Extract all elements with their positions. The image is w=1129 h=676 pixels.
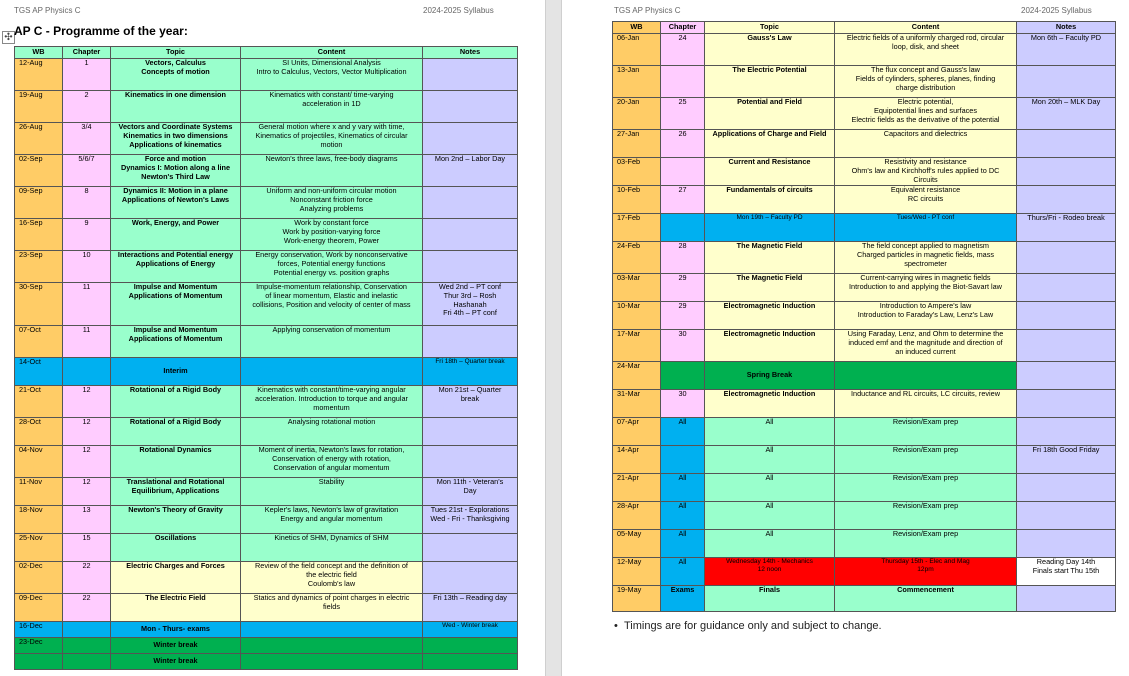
cell-week: 10-Mar (613, 302, 661, 330)
cell-content: Resistivity and resistance Ohm's law and Kirchhoff's rules applied to DC Circuits (835, 158, 1017, 186)
cell-notes: Mon 11th - Veteran's Day (423, 478, 518, 506)
cell-content: Revision/Exam prep (835, 446, 1017, 474)
cell-notes (1017, 418, 1116, 446)
cell-content: Analysing rotational motion (241, 418, 423, 446)
cell-notes (423, 326, 518, 358)
cell-notes (1017, 586, 1116, 612)
table-move-handle-icon[interactable]: ✣ (2, 31, 15, 44)
cell-week: 24-Feb (613, 242, 661, 274)
document-page-2 (562, 0, 1129, 676)
cell-topic: Electric Charges and Forces (111, 562, 241, 594)
cell-topic: All (705, 446, 835, 474)
column-header: WB (15, 47, 63, 59)
cell-notes: Thurs/Fri - Rodeo break (1017, 214, 1116, 242)
table-row (15, 622, 518, 638)
cell-content: Using Faraday, Lenz, and Ohm to determine the induced emf and the magnitude and direction of an induced current (835, 330, 1017, 362)
cell-notes (1017, 274, 1116, 302)
cell-chapter: 22 (63, 562, 111, 594)
cell-content: The flux concept and Gauss's law Fields of cylinders, spheres, planes, finding charge distribution (835, 66, 1017, 98)
cell-week: 26-Aug (15, 123, 63, 155)
table-row (613, 418, 1116, 446)
column-header: Content (241, 47, 423, 59)
table-row (15, 446, 518, 478)
cell-week: 02-Dec (15, 562, 63, 594)
cell-notes: Fri 13th – Reading day (423, 594, 518, 622)
cell-topic: Impulse and Momentum Applications of Momentum (111, 283, 241, 326)
cell-week: 17-Mar (613, 330, 661, 362)
cell-content: Electric fields of a uniformly charged rod, circular loop, disk, and sheet (835, 34, 1017, 66)
table-row (15, 326, 518, 358)
table-row (15, 418, 518, 446)
table-row (15, 638, 518, 654)
cell-chapter: 29 (661, 302, 705, 330)
page-header-left: TGS AP Physics C (614, 6, 681, 15)
cell-week: 24-Mar (613, 362, 661, 390)
cell-chapter (63, 358, 111, 386)
cell-topic: Oscillations (111, 534, 241, 562)
cell-week: 27-Jan (613, 130, 661, 158)
cell-topic: The Electric Potential (705, 66, 835, 98)
cell-content: General motion where x and y vary with time, Kinematics of projectiles, Kinematics of circular motion (241, 123, 423, 155)
cell-topic: Winter break (111, 654, 241, 670)
cell-notes (423, 562, 518, 594)
cell-chapter: 27 (661, 186, 705, 214)
cell-notes (423, 534, 518, 562)
cell-topic: Finals (705, 586, 835, 612)
table-row (15, 534, 518, 562)
cell-content (241, 638, 423, 654)
cell-chapter: 13 (63, 506, 111, 534)
cell-topic: Work, Energy, and Power (111, 219, 241, 251)
cell-content: Capacitors and dielectrics (835, 130, 1017, 158)
cell-chapter: 3/4 (63, 123, 111, 155)
page-title: AP C - Programme of the year: (14, 24, 188, 38)
cell-topic: Wednesday 14th - Mechanics 12 noon (705, 558, 835, 586)
cell-topic: The Magnetic Field (705, 242, 835, 274)
cell-chapter: All (661, 474, 705, 502)
table-row (613, 242, 1116, 274)
cell-topic: Dynamics II: Motion in a plane Applications of Newton's Laws (111, 187, 241, 219)
column-header: Topic (111, 47, 241, 59)
cell-chapter: 29 (661, 274, 705, 302)
cell-notes: Mon 20th – MLK Day (1017, 98, 1116, 130)
cell-chapter (661, 214, 705, 242)
page-header-left: TGS AP Physics C (14, 6, 81, 15)
table-row (613, 530, 1116, 558)
cell-topic: Gauss's Law (705, 34, 835, 66)
cell-chapter (661, 446, 705, 474)
cell-topic: Fundamentals of circuits (705, 186, 835, 214)
cell-chapter: 26 (661, 130, 705, 158)
cell-content: Kinematics with constant/time-varying angular acceleration. Introduction to torque and angular momentum (241, 386, 423, 418)
cell-content: The field concept applied to magnetism Charged particles in magnetic fields, mass spectrometer (835, 242, 1017, 274)
cell-notes (423, 446, 518, 478)
cell-content: Commencement (835, 586, 1017, 612)
cell-content: Electric potential, Equipotential lines and surfaces Electric fields as the derivative of the potential (835, 98, 1017, 130)
table-row (613, 362, 1116, 390)
cell-topic: Electromagnetic Induction (705, 302, 835, 330)
cell-topic: Vectors and Coordinate Systems Kinematics in two dimensions Applications of kinematics (111, 123, 241, 155)
cell-content (241, 654, 423, 670)
cell-chapter: 5/6/7 (63, 155, 111, 187)
table-row (613, 98, 1116, 130)
column-header: Topic (705, 22, 835, 34)
cell-topic: All (705, 418, 835, 446)
cell-notes: Mon 21st – Quarter break (423, 386, 518, 418)
cell-content (241, 358, 423, 386)
cell-content: Impulse-momentum relationship, Conservation of linear momentum, Elastic and inelastic collisions, Position and velocity of center of mass (241, 283, 423, 326)
column-header: Content (835, 22, 1017, 34)
cell-content: Tues/Wed - PT conf (835, 214, 1017, 242)
cell-week: 23-Dec (15, 638, 63, 654)
cell-chapter: 24 (661, 34, 705, 66)
cell-content: Kinetics of SHM, Dynamics of SHM (241, 534, 423, 562)
cell-week: 07-Oct (15, 326, 63, 358)
cell-week: 05-May (613, 530, 661, 558)
cell-week: 28-Apr (613, 502, 661, 530)
syllabus-table-1 (14, 46, 518, 670)
table-row (613, 302, 1116, 330)
cell-content: Current-carrying wires in magnetic fields Introduction to and applying the Biot-Savart law (835, 274, 1017, 302)
cell-topic: Force and motion Dynamics I: Motion along a line Newton's Third Law (111, 155, 241, 187)
cell-week: 25-Nov (15, 534, 63, 562)
table-row (15, 283, 518, 326)
cell-topic: Potential and Field (705, 98, 835, 130)
cell-topic: Translational and Rotational Equilibrium, Applications (111, 478, 241, 506)
cell-notes (423, 59, 518, 91)
cell-content: Moment of inertia, Newton's laws for rotation, Conservation of energy with rotation, Conservation of angular momentum (241, 446, 423, 478)
table-row (15, 478, 518, 506)
cell-notes (1017, 362, 1116, 390)
cell-content: Equivalent resistance RC circuits (835, 186, 1017, 214)
cell-topic: All (705, 474, 835, 502)
cell-content: Stability (241, 478, 423, 506)
cell-week: 20-Jan (613, 98, 661, 130)
table-row (15, 123, 518, 155)
footnote (614, 620, 882, 632)
cell-week: 09-Dec (15, 594, 63, 622)
cell-content: Energy conservation, Work by nonconservative forces, Potential energy functions Potential energy vs. position graphs (241, 251, 423, 283)
cell-content: Statics and dynamics of point charges in electric fields (241, 594, 423, 622)
cell-chapter (63, 654, 111, 670)
cell-chapter: 9 (63, 219, 111, 251)
cell-notes (1017, 530, 1116, 558)
cell-chapter: All (661, 558, 705, 586)
cell-topic: Winter break (111, 638, 241, 654)
cell-chapter: 28 (661, 242, 705, 274)
cell-notes (423, 251, 518, 283)
cell-content: Uniform and non-uniform circular motion Nonconstant friction force Analyzing problems (241, 187, 423, 219)
cell-chapter: 1 (63, 59, 111, 91)
cell-week (15, 654, 63, 670)
cell-content: Work by constant force Work by position-varying force Work-energy theorem, Power (241, 219, 423, 251)
table-row (15, 187, 518, 219)
cell-week: 21-Oct (15, 386, 63, 418)
cell-chapter: 12 (63, 478, 111, 506)
cell-week: 14-Oct (15, 358, 63, 386)
cell-topic: Vectors, Calculus Concepts of motion (111, 59, 241, 91)
cell-week: 11-Nov (15, 478, 63, 506)
cell-notes: Reading Day 14th Finals start Thu 15th (1017, 558, 1116, 586)
table-row (613, 34, 1116, 66)
cell-week: 17-Feb (613, 214, 661, 242)
table-row (15, 358, 518, 386)
column-header: Chapter (63, 47, 111, 59)
table-row (15, 506, 518, 534)
cell-week: 12-Aug (15, 59, 63, 91)
cell-content: Review of the field concept and the definition of the electric field Coulomb's law (241, 562, 423, 594)
table-row (613, 66, 1116, 98)
table-row (613, 214, 1116, 242)
cell-topic: Interim (111, 358, 241, 386)
footnote-text: Timings are for guidance only and subject to change. (623, 620, 882, 632)
cell-week: 16-Sep (15, 219, 63, 251)
cell-content: Revision/Exam prep (835, 418, 1017, 446)
cell-topic: All (705, 530, 835, 558)
cell-content: Revision/Exam prep (835, 474, 1017, 502)
table-row (613, 186, 1116, 214)
cell-chapter (661, 158, 705, 186)
cell-week: 10-Feb (613, 186, 661, 214)
cell-topic: Electromagnetic Induction (705, 330, 835, 362)
cell-chapter: 12 (63, 418, 111, 446)
cell-chapter: All (661, 418, 705, 446)
cell-notes (423, 219, 518, 251)
cell-topic: The Electric Field (111, 594, 241, 622)
cell-chapter: 11 (63, 283, 111, 326)
cell-week: 09-Sep (15, 187, 63, 219)
cell-notes (1017, 390, 1116, 418)
cell-topic: Spring Break (705, 362, 835, 390)
cell-week: 07-Apr (613, 418, 661, 446)
table-row (15, 594, 518, 622)
table-row (613, 130, 1116, 158)
cell-topic: Rotational of a Rigid Body (111, 418, 241, 446)
cell-chapter: 11 (63, 326, 111, 358)
column-header: Notes (1017, 22, 1116, 34)
cell-notes: Tues 21st - Explorations Wed - Fri - Thanksgiving (423, 506, 518, 534)
cell-notes (1017, 130, 1116, 158)
table-row (613, 390, 1116, 418)
cell-topic: All (705, 502, 835, 530)
cell-week: 12-May (613, 558, 661, 586)
syllabus-table-2 (612, 21, 1116, 612)
document-page-1 (0, 0, 545, 676)
cell-chapter: 25 (661, 98, 705, 130)
cell-notes: Mon 6th – Faculty PD (1017, 34, 1116, 66)
cell-chapter: 30 (661, 390, 705, 418)
cell-week: 18-Nov (15, 506, 63, 534)
table-row (15, 386, 518, 418)
cell-topic: Mon 19th – Faculty PD (705, 214, 835, 242)
cell-notes (1017, 302, 1116, 330)
cell-week: 28-Oct (15, 418, 63, 446)
cell-chapter (63, 638, 111, 654)
cell-chapter (63, 622, 111, 638)
cell-notes (1017, 66, 1116, 98)
cell-notes: Wed 2nd – PT conf Thur 3rd – Rosh Hashanah Fri 4th – PT conf (423, 283, 518, 326)
cell-notes (1017, 242, 1116, 274)
cell-content: Introduction to Ampere's law Introduction to Faraday's Law, Lenz's Law (835, 302, 1017, 330)
cell-notes (423, 187, 518, 219)
cell-week: 23-Sep (15, 251, 63, 283)
cell-notes (423, 91, 518, 123)
cell-notes (1017, 474, 1116, 502)
cell-chapter: 12 (63, 446, 111, 478)
cell-content: Inductance and RL circuits, LC circuits, review (835, 390, 1017, 418)
bullet-icon: • (614, 620, 624, 632)
cell-notes: Fri 18th – Quarter break (423, 358, 518, 386)
cell-week: 14-Apr (613, 446, 661, 474)
cell-notes (423, 418, 518, 446)
table-row (613, 586, 1116, 612)
cell-topic: Interactions and Potential energy Applications of Energy (111, 251, 241, 283)
cell-chapter (661, 362, 705, 390)
cell-chapter: All (661, 530, 705, 558)
cell-content: Kepler's laws, Newton's law of gravitation Energy and angular momentum (241, 506, 423, 534)
table-row (15, 251, 518, 283)
table-row (15, 59, 518, 91)
cell-content: Kinematics with constant/ time-varying acceleration in 1D (241, 91, 423, 123)
table-row (15, 654, 518, 670)
cell-chapter (661, 66, 705, 98)
cell-topic: Rotational Dynamics (111, 446, 241, 478)
table-row (613, 474, 1116, 502)
cell-notes (1017, 502, 1116, 530)
column-header: WB (613, 22, 661, 34)
cell-topic: The Magnetic Field (705, 274, 835, 302)
cell-notes (423, 123, 518, 155)
cell-chapter: 2 (63, 91, 111, 123)
cell-notes (423, 638, 518, 654)
cell-topic: Impulse and Momentum Applications of Momentum (111, 326, 241, 358)
table-row (15, 562, 518, 594)
cell-notes: Mon 2nd – Labor Day (423, 155, 518, 187)
cell-topic: Newton's Theory of Gravity (111, 506, 241, 534)
cell-chapter: All (661, 502, 705, 530)
table-row (613, 330, 1116, 362)
cell-week: 30-Sep (15, 283, 63, 326)
cell-week: 21-Apr (613, 474, 661, 502)
cell-content: SI Units, Dimensional Analysis Intro to Calculus, Vectors, Vector Multiplication (241, 59, 423, 91)
cell-content: Revision/Exam prep (835, 502, 1017, 530)
cell-chapter: 30 (661, 330, 705, 362)
cell-topic: Electromagnetic Induction (705, 390, 835, 418)
table-row (613, 446, 1116, 474)
cell-topic: Kinematics in one dimension (111, 91, 241, 123)
page-header-right: 2024-2025 Syllabus (1021, 6, 1092, 15)
cell-content (241, 622, 423, 638)
table-row (15, 219, 518, 251)
table-row (15, 91, 518, 123)
cell-content: Newton's three laws, free-body diagrams (241, 155, 423, 187)
cell-topic: Rotational of a Rigid Body (111, 386, 241, 418)
cell-week: 13-Jan (613, 66, 661, 98)
column-header: Notes (423, 47, 518, 59)
cell-notes (1017, 330, 1116, 362)
cell-chapter: 10 (63, 251, 111, 283)
cell-chapter: 8 (63, 187, 111, 219)
cell-week: 03-Feb (613, 158, 661, 186)
table-row (15, 155, 518, 187)
cell-chapter: 15 (63, 534, 111, 562)
cell-notes: Wed - Winter break (423, 622, 518, 638)
cell-notes (423, 654, 518, 670)
cell-week: 03-Mar (613, 274, 661, 302)
cell-chapter: 22 (63, 594, 111, 622)
cell-notes (1017, 158, 1116, 186)
column-header: Chapter (661, 22, 705, 34)
cell-topic: Current and Resistance (705, 158, 835, 186)
cell-notes (1017, 186, 1116, 214)
cell-week: 02-Sep (15, 155, 63, 187)
cell-content: Thursday 15th - Elec and Mag 12pm (835, 558, 1017, 586)
page-header-right: 2024-2025 Syllabus (423, 6, 494, 15)
cell-week: 16-Dec (15, 622, 63, 638)
cell-week: 06-Jan (613, 34, 661, 66)
cell-chapter: 12 (63, 386, 111, 418)
cell-week: 31-Mar (613, 390, 661, 418)
cell-content: Applying conservation of momentum (241, 326, 423, 358)
cell-week: 19-Aug (15, 91, 63, 123)
cell-notes: Fri 18th Good Friday (1017, 446, 1116, 474)
cell-topic: Applications of Charge and Field (705, 130, 835, 158)
table-row (613, 274, 1116, 302)
table-row (613, 558, 1116, 586)
cell-chapter: Exams (661, 586, 705, 612)
page-gap (545, 0, 562, 676)
cell-topic: Mon - Thurs- exams (111, 622, 241, 638)
cell-content (835, 362, 1017, 390)
cell-content: Revision/Exam prep (835, 530, 1017, 558)
table-row (613, 158, 1116, 186)
table-row (613, 502, 1116, 530)
cell-week: 04-Nov (15, 446, 63, 478)
cell-week: 19-May (613, 586, 661, 612)
